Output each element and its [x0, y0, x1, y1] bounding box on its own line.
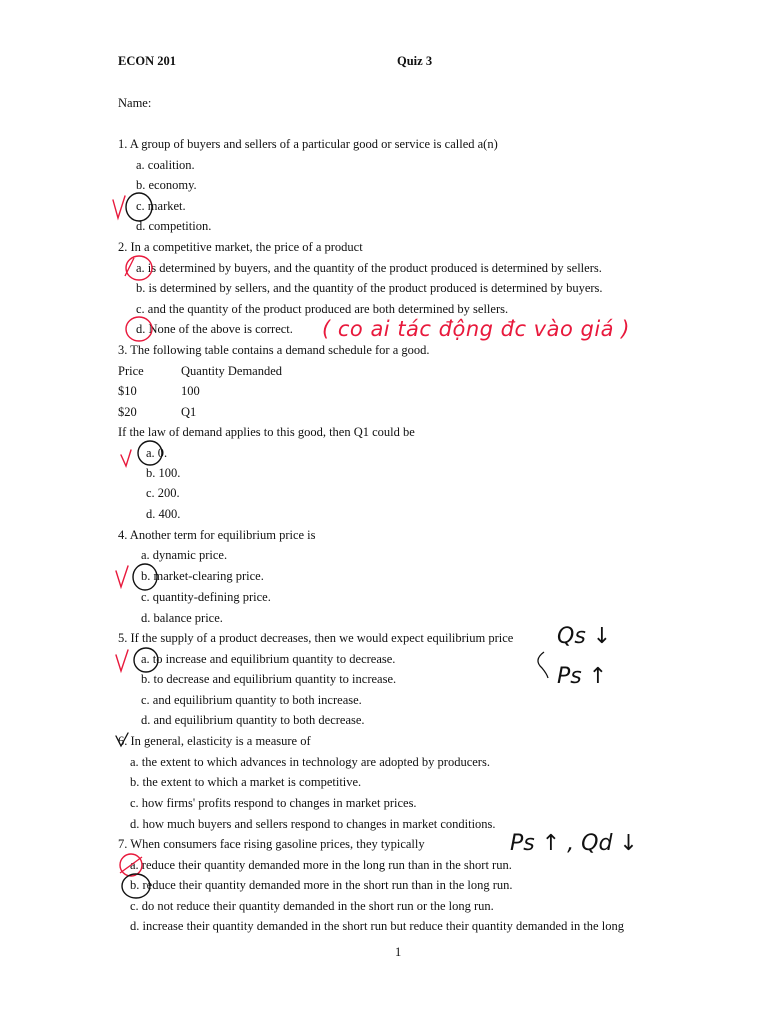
- q7-option-a: a. reduce their quantity demanded more in the long run than in the short run.: [130, 858, 512, 872]
- q3-option-a: a. 0.: [146, 446, 168, 460]
- table-row-2-price: $20: [118, 405, 137, 419]
- q1-red-check-icon: [113, 196, 125, 218]
- quiz-title: Quiz 3: [397, 54, 433, 68]
- q7-option-d: d. increase their quantity demanded in the short run but reduce their quantity demanded in the long: [130, 919, 624, 933]
- table-row-2-quantity: Q1: [181, 405, 197, 419]
- q2-option-c: c. and the quantity of the product produced are both determined by sellers.: [136, 302, 509, 316]
- q5-option-c: c. and equilibrium quantity to both increase.: [141, 693, 362, 707]
- question-2-stem: 2. In a competitive market, the price of a product: [118, 240, 363, 254]
- q3-option-c: c. 200.: [146, 486, 180, 500]
- q6-option-d: d. how much buyers and sellers respond to changes in market conditions.: [130, 817, 496, 831]
- question-1-stem: 1. A group of buyers and sellers of a particular good or service is called a(n): [118, 137, 498, 151]
- q5-bracket-icon: [538, 652, 548, 678]
- course-title: ECON 201: [118, 54, 176, 68]
- q2-option-b: b. is determined by sellers, and the quantity of the product produced is determined by buyers.: [136, 281, 603, 295]
- q1-option-a: a. coalition.: [136, 158, 195, 172]
- q1-option-d: d. competition.: [136, 219, 212, 233]
- q3-red-check-icon: [121, 450, 131, 466]
- q1-option-b: b. economy.: [136, 178, 197, 192]
- q4-red-check-icon: [116, 566, 128, 587]
- question-3-followup: If the law of demand applies to this good, then Q1 could be: [118, 425, 415, 439]
- q4-option-c: c. quantity-defining price.: [141, 590, 271, 604]
- table-row-1-quantity: 100: [181, 384, 200, 398]
- table-header-quantity: Quantity Demanded: [181, 364, 283, 378]
- q5-red-check-icon: [116, 650, 128, 671]
- q6-option-c: c. how firms' profits respond to changes in market prices.: [130, 796, 417, 810]
- q3-option-d: d. 400.: [146, 507, 181, 521]
- table-header-price: Price: [118, 364, 144, 378]
- q5-option-a: a. to increase and equilibrium quantity to decrease.: [141, 652, 396, 666]
- q5-option-b: b. to decrease and equilibrium quantity to increase.: [141, 672, 397, 686]
- question-6-stem: 6. In general, elasticity is a measure of: [118, 734, 311, 748]
- q5-qs-note: Qs ↓: [557, 624, 612, 649]
- name-label: Name:: [118, 96, 152, 110]
- q6-option-b: b. the extent to which a market is competitive.: [130, 775, 362, 789]
- question-5-stem: 5. If the supply of a product decreases, then we would expect equilibrium price: [118, 631, 514, 645]
- q4-option-d: d. balance price.: [141, 611, 223, 625]
- question-4-stem: 4. Another term for equilibrium price is: [118, 528, 316, 542]
- question-3-stem: 3. The following table contains a demand schedule for a good.: [118, 343, 430, 357]
- table-row-1-price: $10: [118, 384, 137, 398]
- q7-option-c: c. do not reduce their quantity demanded in the short run or the long run.: [130, 899, 494, 913]
- q2-red-slash-icon: [125, 258, 134, 276]
- q3-option-b: b. 100.: [146, 466, 181, 480]
- q7-handwritten-note: Ps ↑ , Qd ↓: [510, 831, 638, 856]
- q7-option-b: b. reduce their quantity demanded more in the short run than in the long run.: [130, 878, 513, 892]
- q6-option-a: a. the extent to which advances in technology are adopted by producers.: [130, 755, 490, 769]
- q2-option-d: d. None of the above is correct.: [136, 322, 293, 336]
- page-number: 1: [395, 945, 402, 959]
- question-7-stem: 7. When consumers face rising gasoline prices, they typically: [118, 837, 425, 851]
- q2-handwritten-note: ( co ai tác động đc vào giá ): [322, 317, 630, 341]
- q4-option-b: b. market-clearing price.: [141, 569, 264, 583]
- q5-option-d: d. and equilibrium quantity to both decrease.: [141, 713, 365, 727]
- q4-option-a: a. dynamic price.: [141, 548, 228, 562]
- q2-option-a: a. is determined by buyers, and the quantity of the product produced is determined by sellers.: [136, 261, 602, 275]
- q5-ps-note: Ps ↑: [557, 664, 608, 689]
- q1-option-c: c. market.: [136, 199, 186, 213]
